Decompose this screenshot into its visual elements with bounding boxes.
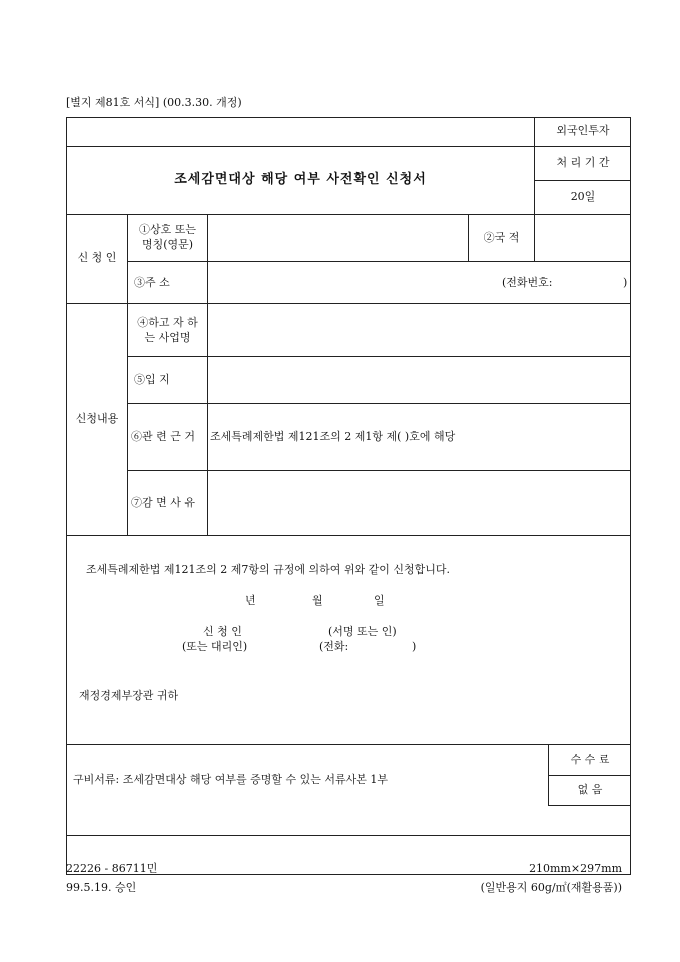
applicant-section-label: 신 청 인 [77,251,117,264]
applicant-signature-label: 신 청 인 [203,625,242,638]
business-name-label: ④하고 자 하 [137,316,198,329]
processing-period-label: 처 리 기 간 [556,156,610,169]
address-label: ③주 소 [134,276,170,289]
trade-name-field[interactable] [208,220,468,260]
agent-label: (또는 대리인) [182,640,248,653]
nationality-field[interactable] [535,220,630,260]
content-section-label: 신청내용 [75,412,119,425]
location-label: ⑤입 지 [134,373,170,386]
business-name-label-2: 는 사업명 [144,331,191,344]
processing-period-value: 20일 [570,190,596,203]
form-title: 조세감면대상 해당 여부 사전확인 신청서 [174,172,427,187]
paper-size: 210mm×297mm [529,862,622,875]
category-label: 외국인투자 [556,124,610,137]
form-code: 22226 - 86711민 [66,862,158,875]
legal-basis-label: ⑥관 련 근 거 [131,430,195,443]
nationality-label: ②국 적 [483,231,520,244]
declaration-statement: 조세특례제한법 제121조의 2 제7항의 규정에 의하여 위와 같이 신청합니다. [86,563,450,576]
addressee: 재정경제부장관 귀하 [79,689,179,702]
paper-type: (일반용지 60g/㎡(재활용품)) [480,881,622,894]
fee-value: 없 음 [577,783,603,796]
declaration-phone-close: ) [412,640,417,653]
date-day: 일 [374,594,385,607]
signature-or-seal: (서명 또는 인) [328,625,397,638]
trade-name-label-2: 명칭(영문) [141,238,194,251]
declaration-phone-label: (전화: [319,640,349,653]
business-name-field[interactable] [208,306,628,354]
approval-date: 99.5.19. 승인 [66,881,137,894]
date-year: 년 [245,594,256,607]
trade-name-label: ①상호 또는 [138,223,196,236]
address-field[interactable] [208,266,498,300]
reduction-reason-field[interactable] [208,474,628,532]
fee-label: 수 수 료 [570,753,610,766]
form-reference: [별지 제81호 서식] (00.3.30. 개정) [66,96,242,109]
reduction-reason-label: ⑦감 면 사 유 [131,496,195,509]
required-documents: 구비서류: 조세감면대상 해당 여부를 증명할 수 있는 서류사본 1부 [73,773,388,786]
location-field[interactable] [208,360,628,400]
phone-close: ) [623,276,628,289]
date-month: 월 [312,594,323,607]
phone-label: (전화번호: [502,276,553,289]
legal-basis-value: 조세특례제한법 제121조의 2 제1항 제( )호에 해당 [210,430,456,443]
